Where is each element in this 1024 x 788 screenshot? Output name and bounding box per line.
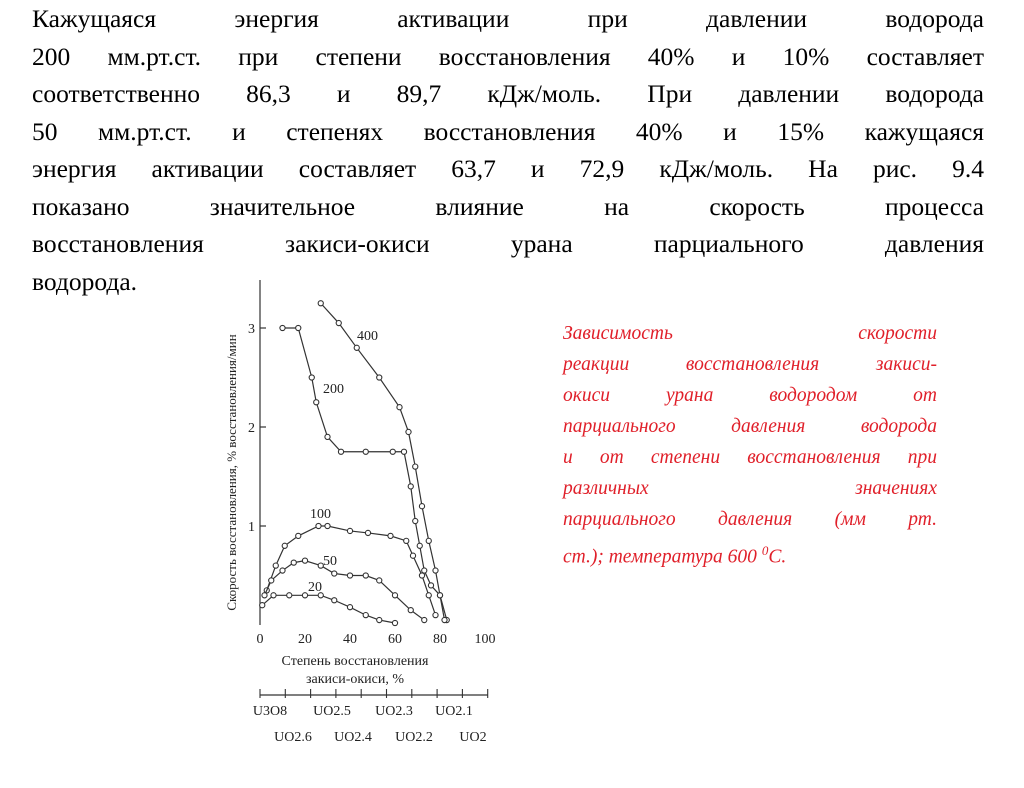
- caption-line-text: Зависимость скорости: [563, 323, 937, 344]
- data-point: [363, 613, 368, 618]
- data-point: [413, 464, 418, 469]
- data-point: [426, 538, 431, 543]
- phase-label-top: U3O8: [252, 704, 288, 719]
- reduction-rate-chart: [220, 268, 520, 788]
- caption-line-text: парциального давления (мм рт.: [563, 509, 937, 530]
- x-tick-label: 80: [433, 632, 447, 647]
- data-point: [332, 598, 337, 603]
- x-tick-label: 40: [343, 632, 357, 647]
- caption-line-text: парциального давления водорода: [563, 416, 937, 437]
- caption-line: [563, 349, 937, 380]
- data-point: [417, 543, 422, 548]
- data-point: [406, 429, 411, 434]
- data-point: [410, 553, 415, 558]
- caption-line-text: и от степени восстановления при: [563, 447, 937, 468]
- data-point: [422, 617, 427, 622]
- series-label: 100: [310, 507, 331, 522]
- phase-label-bottom: UO2: [459, 730, 487, 745]
- data-point: [302, 558, 307, 563]
- series-label: 400: [357, 329, 378, 344]
- caption-line-text: ст.); температура 600: [563, 546, 762, 568]
- series-20: [260, 593, 398, 626]
- series-line: [265, 561, 425, 620]
- body-line: энергия активации составляет 63,7 и 72,9 кДж/моль. На рис. 9.4: [32, 154, 984, 183]
- caption-line-text: реакции восстановления закиси-: [563, 354, 937, 375]
- data-point: [347, 573, 352, 578]
- chart-series: [260, 301, 450, 626]
- data-point: [314, 400, 319, 405]
- phase-label-top: UO2.5: [313, 704, 351, 719]
- figure-caption: [563, 318, 937, 573]
- data-point: [413, 518, 418, 523]
- x-tick-label: 100: [474, 632, 496, 647]
- data-point: [309, 375, 314, 380]
- x-tick-label: 0: [256, 632, 264, 647]
- data-point: [377, 578, 382, 583]
- data-point: [302, 593, 307, 598]
- data-point: [404, 538, 409, 543]
- data-point: [260, 603, 265, 608]
- series-label: 20: [308, 580, 322, 595]
- data-point: [282, 543, 287, 548]
- data-point: [408, 608, 413, 613]
- data-point: [271, 593, 276, 598]
- series-label: 200: [323, 382, 344, 397]
- data-point: [296, 533, 301, 538]
- caption-line-text: окиси урана водородом от: [563, 385, 937, 406]
- data-point: [296, 325, 301, 330]
- data-point: [392, 593, 397, 598]
- body-line: соответственно 86,3 и 89,7 кДж/моль. При давлении водорода: [32, 79, 984, 108]
- data-point: [347, 605, 352, 610]
- series-label: 50: [323, 554, 337, 569]
- data-point: [347, 528, 352, 533]
- caption-degree-superscript: 0: [761, 543, 769, 558]
- phase-label-bottom: UO2.2: [395, 730, 433, 745]
- caption-line-text: различных значениях: [563, 478, 937, 499]
- caption-line: [563, 442, 937, 473]
- data-point: [390, 449, 395, 454]
- caption-line: [563, 318, 937, 349]
- data-point: [419, 573, 424, 578]
- caption-line: [563, 504, 937, 535]
- caption-line: [563, 535, 937, 573]
- data-point: [316, 523, 321, 528]
- phase-label-top: UO2.1: [435, 704, 473, 719]
- data-point: [325, 523, 330, 528]
- data-point: [365, 530, 370, 535]
- y-axis-label: Скорость восстановления, % восстановления/мин: [224, 334, 239, 611]
- y-tick-label: 3: [248, 322, 255, 337]
- data-point: [363, 449, 368, 454]
- data-point: [388, 533, 393, 538]
- data-point: [325, 434, 330, 439]
- data-point: [318, 301, 323, 306]
- data-point: [354, 345, 359, 350]
- phase-label-bottom: UO2.4: [334, 730, 372, 745]
- data-point: [442, 617, 447, 622]
- y-tick-label: 2: [248, 421, 255, 436]
- x-tick-label: 60: [388, 632, 402, 647]
- x-tick-label: 20: [298, 632, 312, 647]
- y-tick-label: 1: [248, 520, 255, 535]
- data-point: [332, 571, 337, 576]
- data-point: [437, 593, 442, 598]
- data-point: [426, 593, 431, 598]
- x-axis-label-line1: Степень восстановления: [281, 654, 429, 669]
- data-point: [422, 568, 427, 573]
- caption-line: [563, 473, 937, 504]
- series-line: [267, 526, 436, 615]
- data-point: [377, 617, 382, 622]
- series-100: [264, 523, 438, 617]
- body-line: восстановления закиси-окиси урана парциального давления: [32, 229, 984, 258]
- series-line: [262, 595, 395, 623]
- data-point: [363, 573, 368, 578]
- data-point: [377, 375, 382, 380]
- caption-line: [563, 380, 937, 411]
- data-point: [428, 583, 433, 588]
- data-point: [336, 320, 341, 325]
- phase-label-bottom: UO2.6: [274, 730, 312, 745]
- series-50: [262, 558, 427, 623]
- caption-line: [563, 411, 937, 442]
- data-point: [338, 449, 343, 454]
- body-line: 200 мм.рт.ст. при степени восстановления 40% и 10% составляет: [32, 41, 984, 71]
- data-point: [401, 449, 406, 454]
- body-line: 50 мм.рт.ст. и степенях восстановления 40% и 15% кажущаяся: [32, 116, 984, 146]
- data-point: [392, 620, 397, 625]
- data-point: [433, 568, 438, 573]
- data-point: [280, 568, 285, 573]
- data-point: [291, 560, 296, 565]
- data-point: [419, 504, 424, 509]
- data-point: [287, 593, 292, 598]
- data-point: [273, 563, 278, 568]
- data-point: [269, 578, 274, 583]
- data-point: [397, 405, 402, 410]
- caption-tail: С.: [768, 546, 787, 568]
- body-line: водорода.: [32, 266, 138, 296]
- phase-label-top: UO2.3: [375, 704, 413, 719]
- body-paragraph: [32, 0, 984, 300]
- body-line: показано значительное влияние на скорость процесса: [32, 191, 984, 221]
- x-axis-label-line2: закиси-окиси, %: [305, 672, 405, 687]
- data-point: [408, 484, 413, 489]
- data-point: [433, 613, 438, 618]
- series-line: [321, 303, 447, 620]
- data-point: [262, 593, 267, 598]
- phase-scale: [253, 689, 488, 745]
- body-line: Кажущаяся энергия активации при давлении водорода: [32, 4, 984, 33]
- data-point: [280, 325, 285, 330]
